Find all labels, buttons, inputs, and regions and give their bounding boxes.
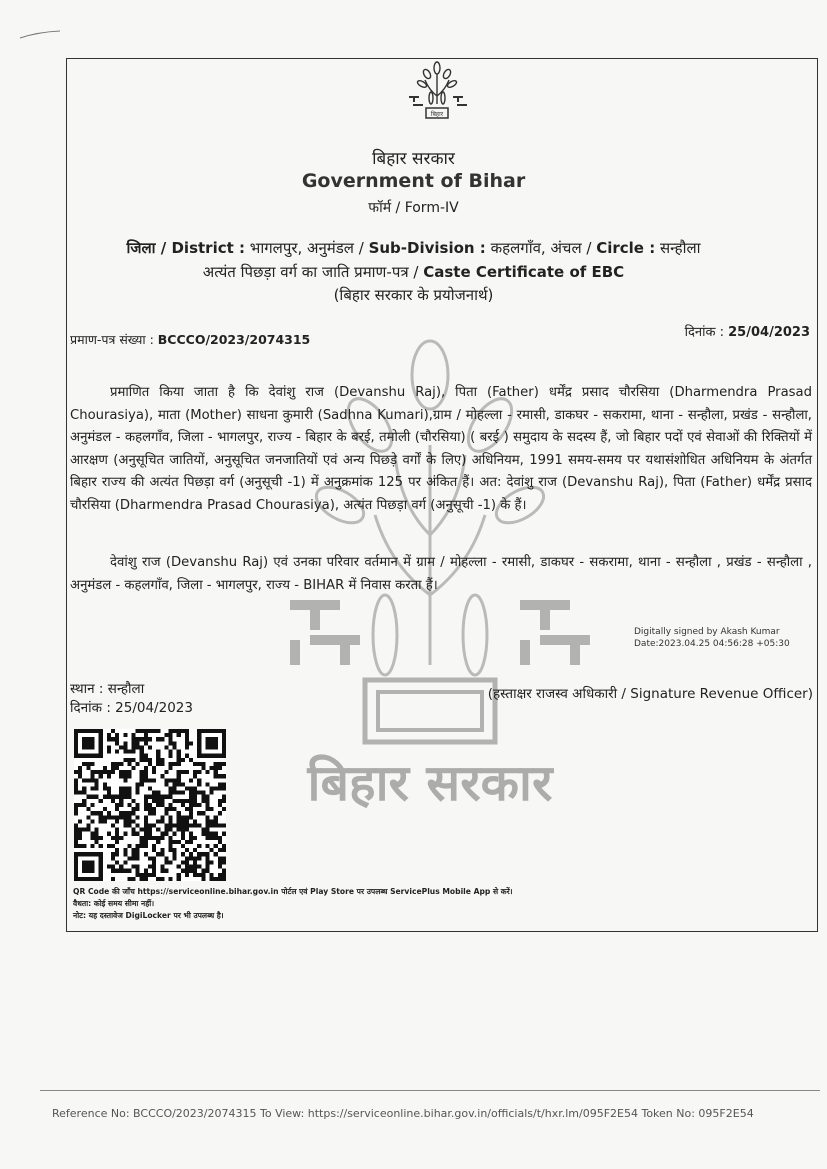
district-label: जिला / District : <box>126 239 245 257</box>
header-government: Government of Bihar <box>301 170 526 192</box>
residence-paragraph: देवांशु राज (Devanshu Raj) एवं उनका परिवार वर्तमान में ग्राम / मोहल्ला - रमासी, डाकघर - सकरामा, थाना - सन्हौला , प्रखंड - सन्हौला , अनुमंडल - कहलगाँव, जिला - भागलपुर, राज्य - BIHAR में निवास करता हैं। <box>70 555 812 593</box>
qr-verification-note: QR Code की जाँच https://serviceonline.bihar.gov.in पोर्टल एवं Play Store पर उपलब्ध ServicePlus Mobile App से करें। <box>73 887 513 896</box>
footnotes <box>73 886 513 922</box>
circle-value: सन्हौला <box>659 239 701 257</box>
bihar-emblem-icon <box>405 60 469 122</box>
place-date-label: दिनांक : 25/04/2023 <box>70 700 193 716</box>
digilocker-note: नोट: यह दस्तावेज DigiLocker पर भी उपलब्ध है। <box>73 911 224 920</box>
digital-signature-signer: Digitally signed by Akash Kumar <box>634 627 780 637</box>
corner-scribble <box>18 30 62 40</box>
header-form: फॉर्म / Form-IV <box>368 200 459 216</box>
digital-signature-date: Date:2023.04.25 04:56:28 +05:30 <box>634 639 790 649</box>
certificate-purpose: (बिहार सरकार के प्रयोजनार्थ) <box>333 286 494 304</box>
certificate-number-label: प्रमाण-पत्र संख्या : <box>70 332 154 347</box>
place-label: स्थान : सन्हौला <box>70 681 145 697</box>
district-line <box>0 238 827 258</box>
qr-code-icon <box>74 727 226 883</box>
signature-label: (हस्ताक्षर राजस्व अधिकारी / Signature Revenue Officer) <box>487 686 813 702</box>
certificate-number <box>70 331 310 348</box>
certificate-number-value: BCCCO/2023/2074315 <box>157 332 311 347</box>
circle-label: Circle : <box>596 239 656 257</box>
certificate-date-label: दिनांक : <box>684 325 724 340</box>
bottom-divider <box>40 1090 820 1091</box>
digital-signature <box>634 626 790 650</box>
watermark-text: बिहार सरकार <box>307 754 553 812</box>
certificate-date-value: 25/04/2023 <box>728 325 810 340</box>
subdivision-value: कहलगाँव, अंचल / <box>490 239 592 257</box>
certificate-title <box>0 262 827 282</box>
place-and-date <box>70 680 193 718</box>
certificate-title-hindi: अत्यंत पिछड़ा वर्ग का जाति प्रमाण-पत्र / <box>202 263 419 281</box>
subdivision-label: Sub-Division : <box>368 239 486 257</box>
header-hindi-government: बिहार सरकार <box>372 149 455 169</box>
emblem-text: बिहार <box>430 111 444 118</box>
district-value: भागलपुर, अनुमंडल / <box>249 239 364 257</box>
certificate-date <box>685 322 810 340</box>
certificate-title-english: Caste Certificate of EBC <box>423 263 625 281</box>
certificate-body-paragraph: प्रमाणित किया जाता है कि देवांशु राज (Devanshu Raj), पिता (Father) धर्मेंद्र प्रसाद चौरसिया (Dharmendra Prasad Chourasiya), माता (Mother) साधना कुमारी (Sadhna Kumari),ग्राम / मोहल्ला - रमासी, डाकघर - सकरामा, थाना - सन्हौला, प्रखंड - सन्हौला, अनुमंडल - कहलगाँव, जिला - भागलपुर, राज्य - बिहार के बरई, तमोली (चौरसिया) ( बरई ) समुदाय के सदस्य हैं, जो बिहार पदों एवं सेवाओं की रिक्तियों में आरक्षण (अनुसूचित जातियों, अनुसूचित जनजातियों एवं अन्य पिछड़े वर्गों के लिए) अधिनियम, 1991 समय-समय पर यथासंशोधित अधिनियम के अंतर्गत बिहार राज्य की अत्यंत पिछड़ा वर्ग (अनुसूची -1) में अनुक्रमांक 125 पर अंकित हैं। अत: देवांशु राज (Devanshu Raj), पिता (Father) धर्मेंद्र प्रसाद चौरसिया (Dharmendra Prasad Chourasiya), अत्यंत पिछड़ा वर्ग (अनुसूची -1) के हैं। <box>70 385 812 513</box>
reference-line: Reference No: BCCCO/2023/2074315 To View: https://serviceonline.bihar.gov.in/officials/t/hxr.lm/095F2E54 Token No: 095F2E54 <box>52 1107 754 1120</box>
validity-note: वैधता: कोई समय सीमा नहीं। <box>73 899 155 908</box>
